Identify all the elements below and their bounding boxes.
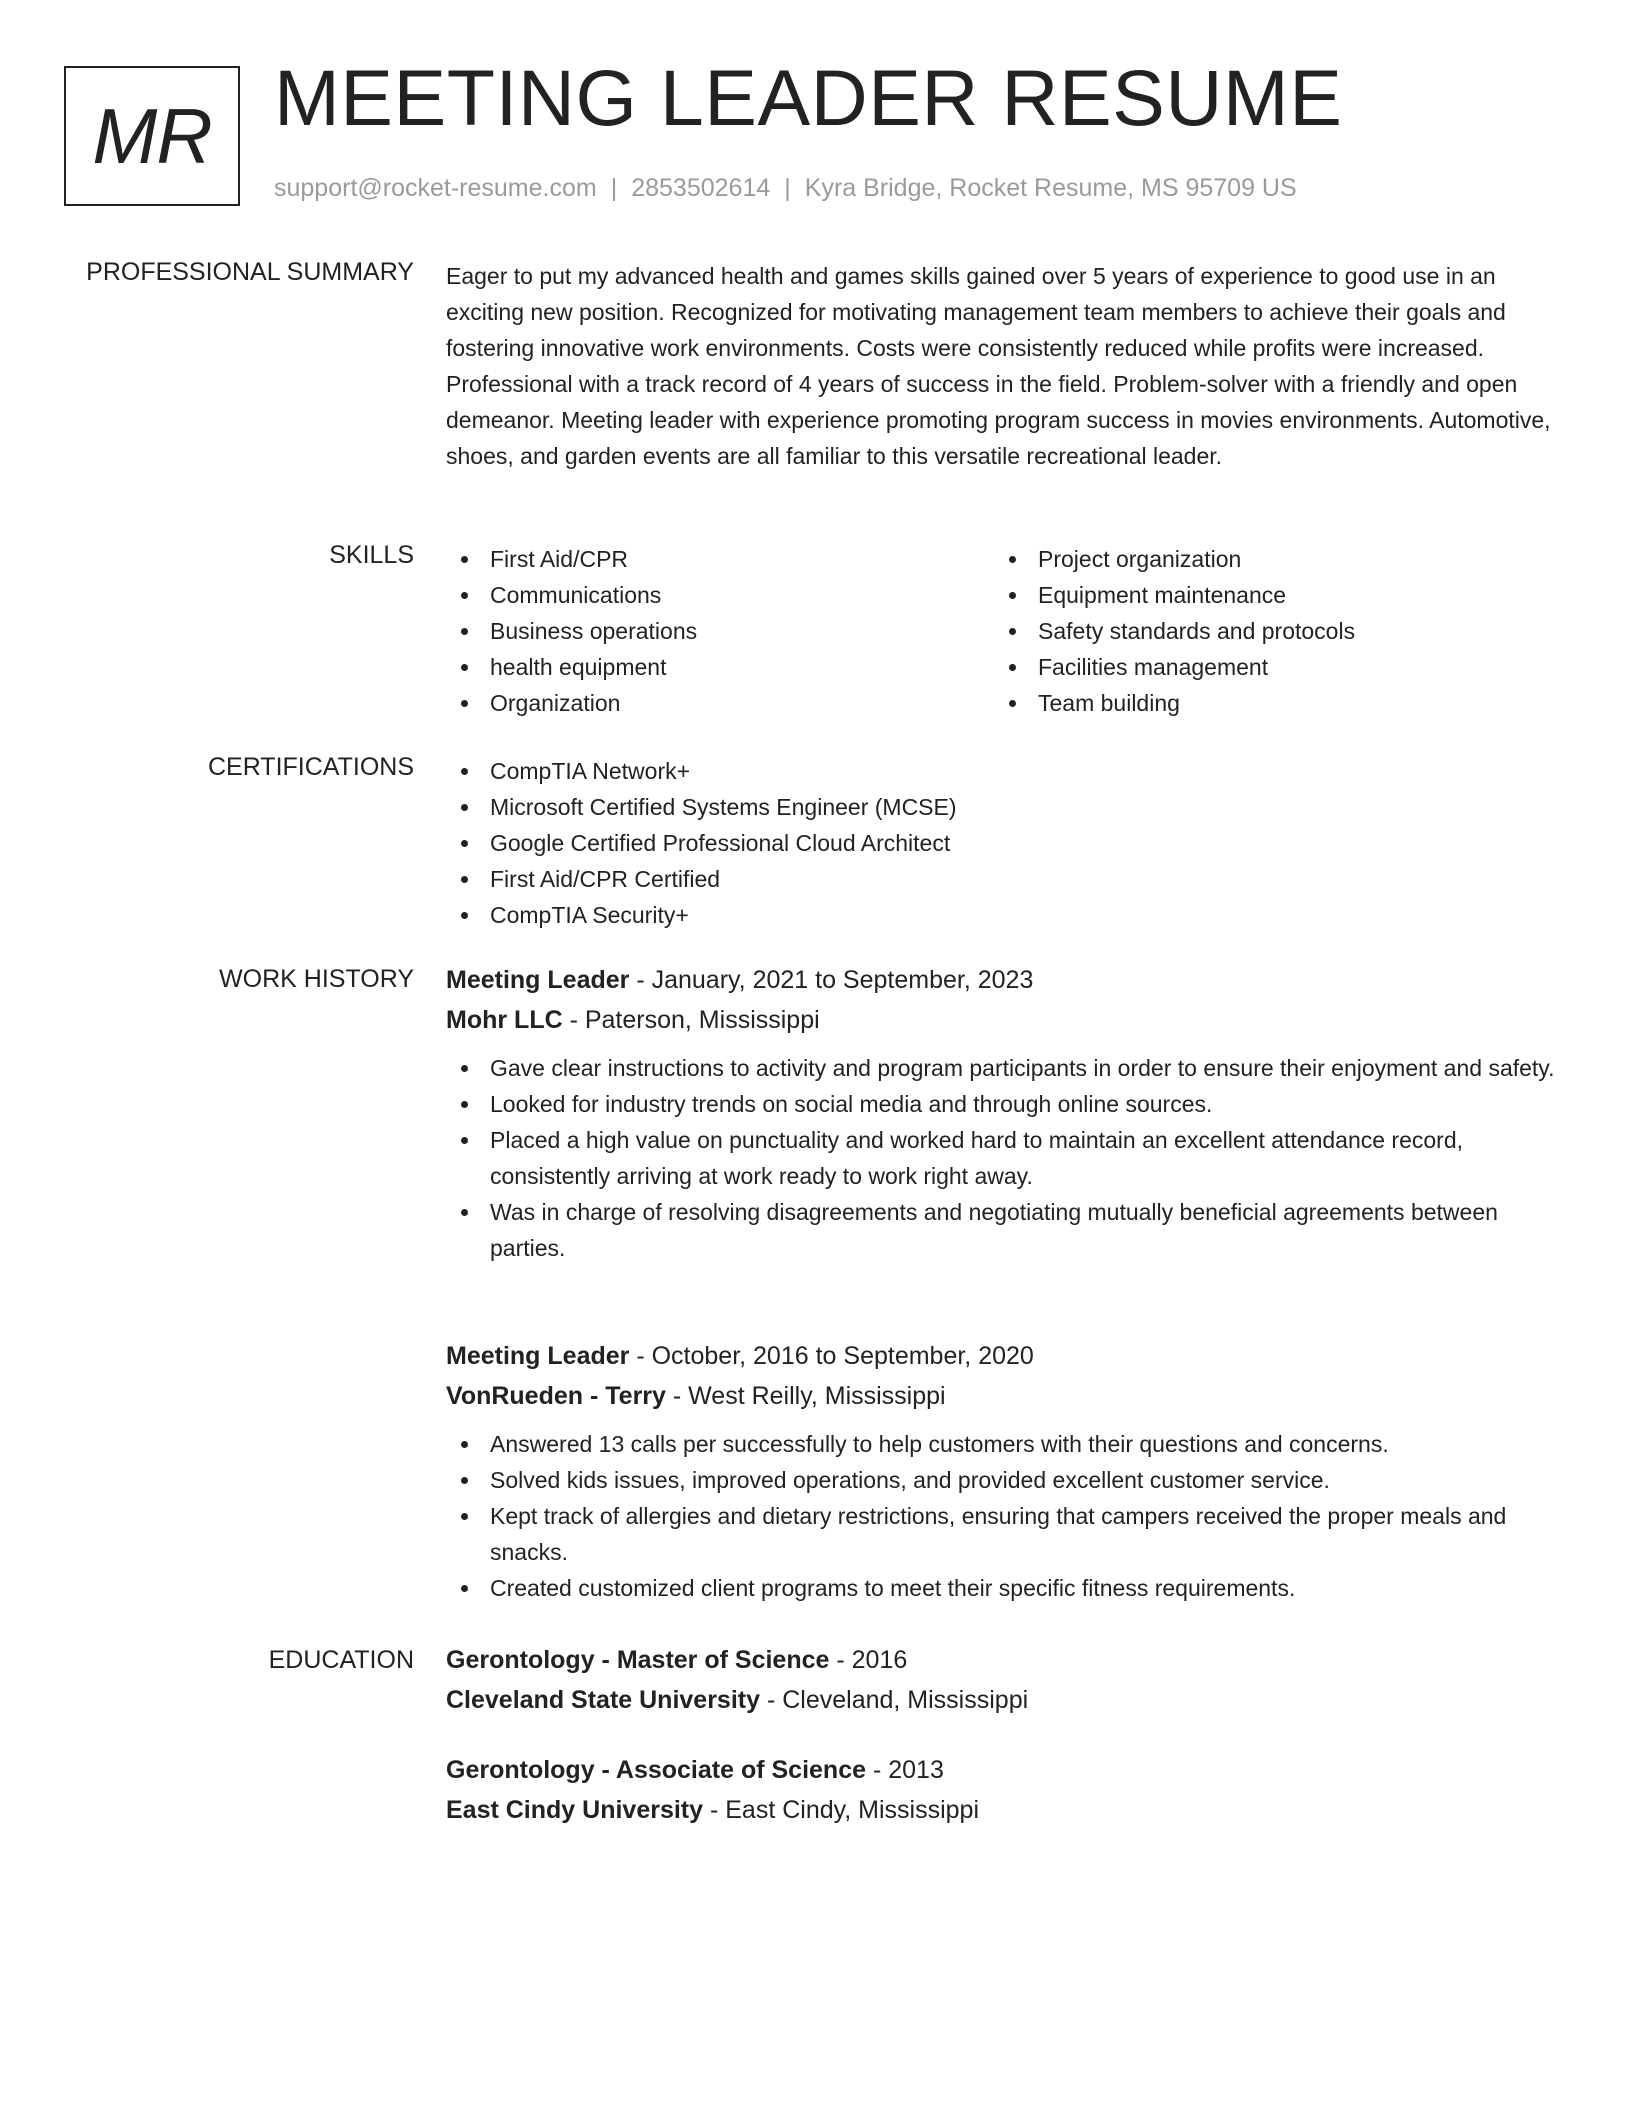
list-item: Google Certified Professional Cloud Architect	[446, 825, 1556, 861]
resume-title: MEETING LEADER RESUME	[274, 53, 1343, 142]
list-item: Organization	[446, 685, 994, 721]
degree-year: - 2016	[829, 1646, 908, 1674]
job-company-line	[446, 1376, 1556, 1416]
list-item: Gave clear instructions to activity and program participants in order to ensure their enjoyment and safety.	[446, 1050, 1556, 1086]
school: Cleveland State University	[446, 1686, 761, 1714]
job-duties	[446, 1426, 1556, 1606]
school-line	[446, 1680, 1556, 1720]
certifications-list	[446, 753, 1556, 933]
skills-column-left	[446, 541, 994, 721]
address: Kyra Bridge, Rocket Resume, MS 95709 US	[804, 174, 1297, 202]
summary-text: Eager to put my advanced health and games skills gained over 5 years of experience to good use in an exciting new position. Recognized for motivating management team members to achieve their goals and fostering innovative work environments. Costs were consistently reduced while profits were increased. Professional with a track record of 4 years of success in the field. Problem-solver with a friendly and open demeanor. Meeting leader with experience promoting program success in movies environments. Automotive, shoes, and garden events are all familiar to this versatile recreational leader.	[446, 263, 1551, 469]
section-label-skills: SKILLS	[329, 541, 414, 569]
job-duties	[446, 1050, 1556, 1266]
section-label-summary: PROFESSIONAL SUMMARY	[86, 258, 414, 286]
degree-line	[446, 1640, 1556, 1680]
skills-list	[446, 541, 1556, 721]
job-dates: - January, 2021 to September, 2023	[629, 966, 1034, 994]
school-location: - Cleveland, Mississippi	[760, 1686, 1029, 1714]
list-item: Solved kids issues, improved operations, and provided excellent customer service.	[446, 1462, 1556, 1498]
skills-column-right	[994, 541, 1542, 721]
degree-line	[446, 1750, 1556, 1790]
list-item: CompTIA Security+	[446, 897, 1556, 933]
separator: |	[784, 174, 791, 202]
list-item: Business operations	[446, 613, 994, 649]
list-item: health equipment	[446, 649, 994, 685]
list-item: Communications	[446, 577, 994, 613]
education-entry	[446, 1750, 1556, 1830]
school-location: - East Cindy, Mississippi	[703, 1796, 980, 1824]
degree-year: - 2013	[866, 1756, 944, 1784]
list-item: Looked for industry trends on social media and through online sources.	[446, 1086, 1556, 1122]
list-item: Was in charge of resolving disagreements and negotiating mutually beneficial agreements between parties.	[446, 1194, 1556, 1266]
list-item: Created customized client programs to meet their specific fitness requirements.	[446, 1570, 1556, 1606]
job-company-line	[446, 1000, 1556, 1040]
contact-line	[274, 174, 1297, 203]
list-item: First Aid/CPR	[446, 541, 994, 577]
job-location: - West Reilly, Mississippi	[665, 1382, 946, 1410]
list-item: Safety standards and protocols	[994, 613, 1542, 649]
job-entry	[446, 960, 1556, 1266]
job-title-line	[446, 1336, 1556, 1376]
job-entry	[446, 1336, 1556, 1606]
job-role: Meeting Leader	[446, 1342, 630, 1370]
school: East Cindy University	[446, 1796, 704, 1824]
list-item: Kept track of allergies and dietary restrictions, ensuring that campers received the proper meals and snacks.	[446, 1498, 1556, 1570]
list-item: Answered 13 calls per successfully to help customers with their questions and concerns.	[446, 1426, 1556, 1462]
education-entry	[446, 1640, 1556, 1720]
job-company: Mohr LLC	[446, 1006, 563, 1034]
job-company: VonRueden - Terry	[446, 1382, 666, 1410]
job-role: Meeting Leader	[446, 966, 630, 994]
school-line	[446, 1790, 1556, 1830]
job-title-line	[446, 960, 1556, 1000]
monogram-logo: MR	[64, 66, 240, 206]
list-item: Team building	[994, 685, 1542, 721]
degree: Gerontology - Master of Science	[446, 1646, 830, 1674]
list-item: Project organization	[994, 541, 1542, 577]
degree: Gerontology - Associate of Science	[446, 1756, 867, 1784]
list-item: First Aid/CPR Certified	[446, 861, 1556, 897]
separator: |	[610, 174, 618, 202]
list-item: Facilities management	[994, 649, 1542, 685]
job-location: - Paterson, Mississippi	[562, 1006, 820, 1034]
list-item: CompTIA Network+	[446, 753, 1556, 789]
section-label-certifications: CERTIFICATIONS	[207, 753, 414, 781]
section-label-education: EDUCATION	[268, 1646, 414, 1674]
list-item: Placed a high value on punctuality and worked hard to maintain an excellent attendance record, consistently arriving at work ready to work right away.	[446, 1122, 1556, 1194]
job-dates: - October, 2016 to September, 2020	[629, 1342, 1034, 1370]
section-label-work-history: WORK HISTORY	[219, 965, 414, 993]
list-item: Microsoft Certified Systems Engineer (MCSE)	[446, 789, 1556, 825]
email-link[interactable]: support@rocket-resume.com	[274, 174, 597, 202]
list-item: Equipment maintenance	[994, 577, 1542, 613]
phone-number: 2853502614	[631, 174, 771, 202]
